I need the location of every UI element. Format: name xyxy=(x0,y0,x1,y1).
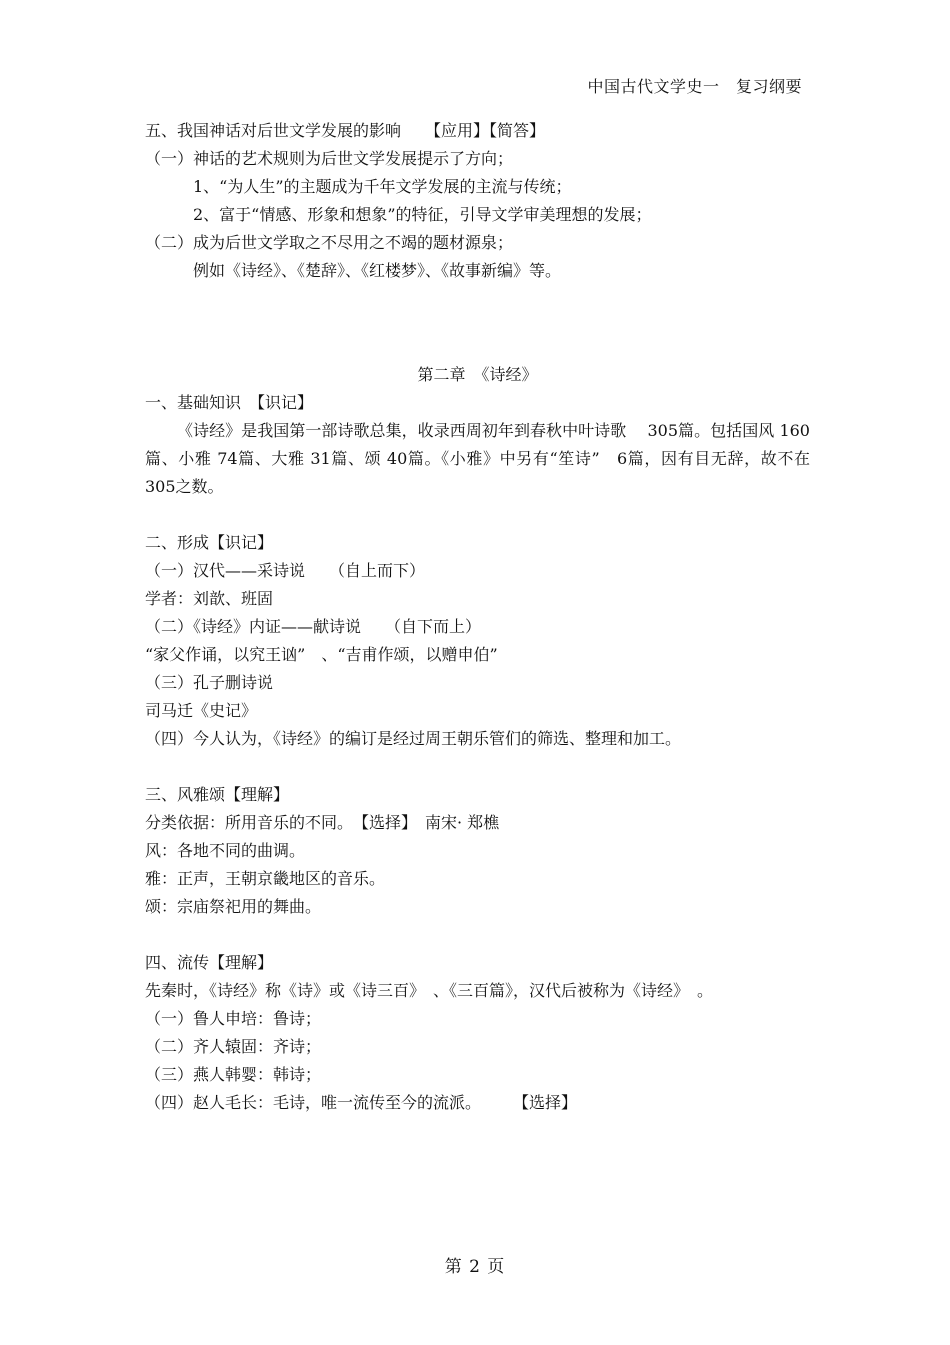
list-item: （二）成为后世文学取之不尽用之不竭的题材源泉； xyxy=(145,233,514,252)
list-subitem: 2、富于“情感、形象和想象”的特征，引导文学审美理想的发展； xyxy=(193,205,652,224)
section-heading-myth-influence: 五、我国神话对后世文学发展的影响 【应用】【简答】 xyxy=(145,121,546,140)
definition-line: 分类依据：所用音乐的不同。 【选择】 南宋· 郑樵 xyxy=(145,813,500,832)
list-item: （四）赵人毛长：毛诗，唯一流传至今的流派。 【选择】 xyxy=(145,1093,578,1112)
section-heading-transmission: 四、流传【理解】 xyxy=(145,953,274,972)
page-header-title: 中国古代文学史一 复习纲要 xyxy=(587,77,802,96)
list-note: “家父作诵，以究王讻” 、“吉甫作颂，以赠申伯” xyxy=(145,645,498,664)
list-item: （二）《诗经》内证——献诗说 （自下而上） xyxy=(145,617,482,636)
basics-paragraph: 《诗经》是我国第一部诗歌总集，收录西周初年到春秋中叶诗歌 305篇。包括国风 160篇、小雅 74篇、大雅 31篇、颂 40篇。《小雅》中另有“笙诗” 6篇，因有目无辞，故不在 305之数。 xyxy=(145,421,827,496)
list-item: （一）神话的艺术规则为后世文学发展提示了方向； xyxy=(145,149,514,168)
list-item: （一）汉代——采诗说 （自上而下） xyxy=(145,561,426,580)
list-item: （三）燕人韩婴：韩诗； xyxy=(145,1065,322,1084)
list-item: （一）鲁人申培：鲁诗； xyxy=(145,1009,322,1028)
chapter-title: 第二章 《诗经》 xyxy=(417,365,538,384)
example-line: 例如《诗经》、《楚辞》、《红楼梦》、《故事新编》等。 xyxy=(193,261,562,280)
section-heading-basics: 一、基础知识 【识记】 xyxy=(145,393,314,412)
list-item: （二）齐人辕固：齐诗； xyxy=(145,1037,322,1056)
section-heading-fengyasong: 三、风雅颂【理解】 xyxy=(145,785,290,804)
section-heading-formation: 二、形成【识记】 xyxy=(145,533,274,552)
page-number: 第 2 页 xyxy=(444,1257,506,1277)
definition-line: 颂：宗庙祭祀用的舞曲。 xyxy=(145,897,322,916)
definition-line: 雅：正声，王朝京畿地区的音乐。 xyxy=(145,869,386,888)
intro-line: 先秦时，《诗经》称《诗》或《诗三百》 、《三百篇》，汉代后被称为《诗经》 。 xyxy=(145,981,714,1000)
list-note: 学者：刘歆、班固 xyxy=(145,589,274,608)
list-item: （四）今人认为，《诗经》的编订是经过周王朝乐管们的筛选、整理和加工。 xyxy=(145,729,682,748)
list-note: 司马迁《史记》 xyxy=(145,701,258,720)
document-body xyxy=(145,117,827,1117)
list-subitem: 1、“为人生”的主题成为千年文学发展的主流与传统； xyxy=(193,177,572,196)
definition-line: 风：各地不同的曲调。 xyxy=(145,841,306,860)
list-item: （三）孔子删诗说 xyxy=(145,673,274,692)
